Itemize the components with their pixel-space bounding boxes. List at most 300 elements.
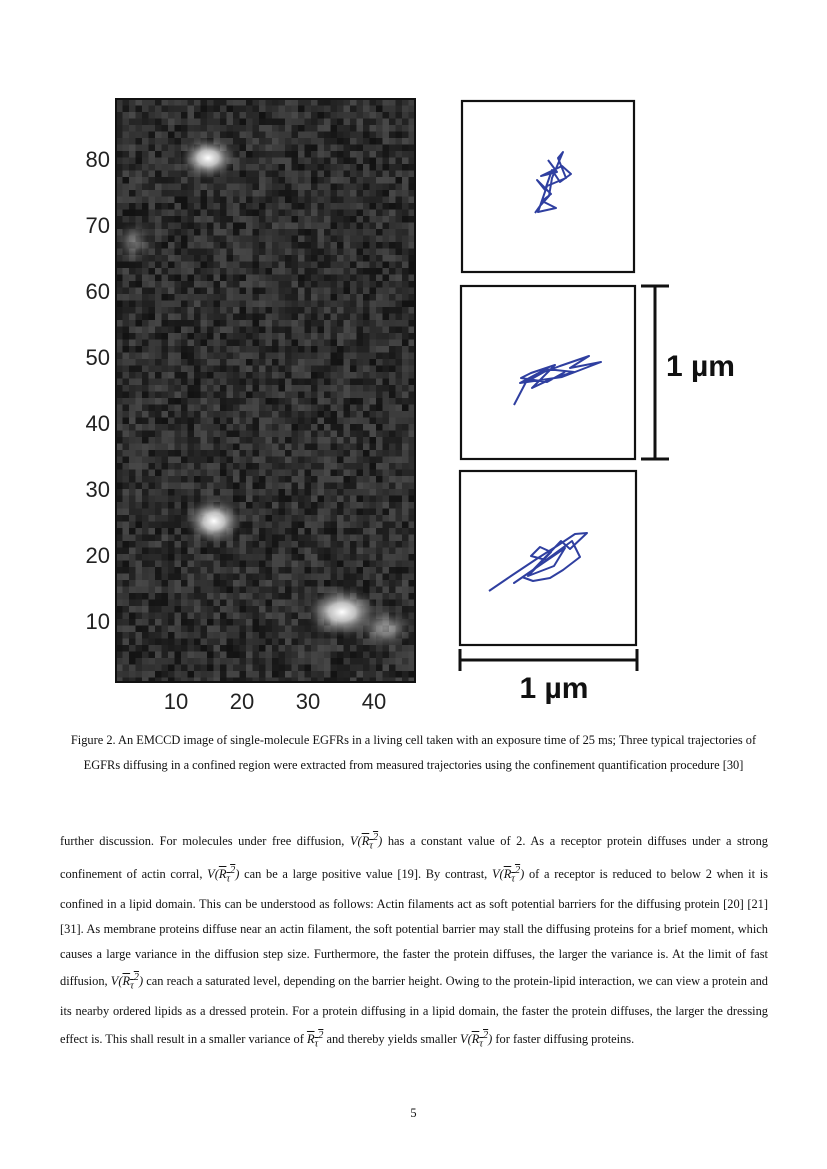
noise-pixel — [233, 171, 240, 178]
noise-pixel — [337, 203, 344, 210]
noise-pixel — [337, 515, 344, 522]
noise-pixel — [188, 301, 195, 308]
noise-pixel — [305, 275, 312, 282]
noise-pixel — [207, 418, 214, 425]
noise-pixel — [272, 457, 279, 464]
noise-pixel — [363, 567, 370, 574]
noise-pixel — [272, 632, 279, 639]
noise-pixel — [123, 528, 130, 535]
noise-pixel — [376, 509, 383, 516]
noise-pixel — [370, 307, 377, 314]
noise-pixel — [285, 353, 292, 360]
noise-pixel — [279, 145, 286, 152]
noise-pixel — [181, 177, 188, 184]
noise-pixel — [240, 346, 247, 353]
noise-pixel — [266, 405, 273, 412]
noise-pixel — [272, 561, 279, 568]
noise-pixel — [233, 632, 240, 639]
noise-pixel — [136, 184, 143, 191]
noise-pixel — [227, 645, 234, 652]
noise-pixel — [370, 444, 377, 451]
noise-pixel — [350, 223, 357, 230]
noise-pixel — [194, 411, 201, 418]
noise-pixel — [389, 158, 396, 165]
noise-pixel — [181, 314, 188, 321]
noise-pixel — [305, 366, 312, 373]
noise-pixel — [188, 249, 195, 256]
noise-pixel — [357, 392, 364, 399]
noise-pixel — [227, 548, 234, 555]
noise-pixel — [285, 632, 292, 639]
noise-pixel — [175, 177, 182, 184]
noise-pixel — [253, 554, 260, 561]
noise-pixel — [253, 502, 260, 509]
noise-pixel — [149, 671, 156, 678]
noise-pixel — [123, 444, 130, 451]
noise-pixel — [188, 437, 195, 444]
noise-pixel — [220, 125, 227, 132]
noise-pixel — [253, 626, 260, 633]
noise-pixel — [318, 645, 325, 652]
noise-pixel — [292, 268, 299, 275]
noise-pixel — [324, 249, 331, 256]
noise-pixel — [370, 346, 377, 353]
noise-pixel — [311, 535, 318, 542]
noise-pixel — [188, 242, 195, 249]
noise-pixel — [279, 138, 286, 145]
noise-pixel — [149, 483, 156, 490]
noise-pixel — [383, 314, 390, 321]
noise-pixel — [318, 236, 325, 243]
noise-pixel — [123, 561, 130, 568]
noise-pixel — [311, 177, 318, 184]
noise-pixel — [149, 652, 156, 659]
noise-pixel — [318, 125, 325, 132]
noise-pixel — [266, 515, 273, 522]
noise-pixel — [337, 580, 344, 587]
noise-pixel — [149, 327, 156, 334]
noise-pixel — [123, 132, 130, 139]
noise-pixel — [194, 652, 201, 659]
noise-pixel — [181, 437, 188, 444]
noise-pixel — [136, 463, 143, 470]
noise-pixel — [279, 541, 286, 548]
noise-pixel — [129, 353, 136, 360]
noise-pixel — [168, 639, 175, 646]
noise-pixel — [240, 457, 247, 464]
noise-pixel — [285, 171, 292, 178]
noise-pixel — [253, 262, 260, 269]
noise-pixel — [246, 632, 253, 639]
noise-pixel — [181, 353, 188, 360]
noise-pixel — [188, 340, 195, 347]
noise-pixel — [305, 502, 312, 509]
noise-pixel — [175, 190, 182, 197]
noise-pixel — [402, 489, 409, 496]
noise-pixel — [214, 424, 221, 431]
noise-pixel — [298, 450, 305, 457]
noise-pixel — [201, 275, 208, 282]
noise-pixel — [129, 190, 136, 197]
noise-pixel — [246, 645, 253, 652]
noise-pixel — [181, 203, 188, 210]
noise-pixel — [168, 145, 175, 152]
noise-pixel — [207, 483, 214, 490]
noise-pixel — [318, 268, 325, 275]
noise-pixel — [253, 619, 260, 626]
noise-pixel — [376, 528, 383, 535]
noise-pixel — [285, 197, 292, 204]
noise-pixel — [175, 145, 182, 152]
noise-pixel — [318, 197, 325, 204]
noise-pixel — [246, 418, 253, 425]
noise-pixel — [402, 184, 409, 191]
noise-pixel — [188, 372, 195, 379]
noise-pixel — [123, 593, 130, 600]
noise-pixel — [175, 262, 182, 269]
noise-pixel — [324, 496, 331, 503]
noise-pixel — [246, 158, 253, 165]
noise-pixel — [162, 392, 169, 399]
noise-pixel — [253, 359, 260, 366]
noise-pixel — [201, 320, 208, 327]
noise-pixel — [324, 106, 331, 113]
noise-pixel — [188, 463, 195, 470]
noise-pixel — [259, 613, 266, 620]
noise-pixel — [402, 307, 409, 314]
noise-pixel — [220, 652, 227, 659]
noise-pixel — [233, 119, 240, 126]
noise-pixel — [292, 281, 299, 288]
noise-pixel — [344, 548, 351, 555]
noise-pixel — [142, 600, 149, 607]
noise-pixel — [357, 268, 364, 275]
noise-pixel — [298, 411, 305, 418]
noise-pixel — [188, 619, 195, 626]
noise-pixel — [324, 385, 331, 392]
noise-pixel — [331, 671, 338, 678]
noise-pixel — [188, 112, 195, 119]
noise-pixel — [253, 600, 260, 607]
noise-pixel — [168, 535, 175, 542]
noise-pixel — [259, 359, 266, 366]
noise-pixel — [259, 658, 266, 665]
noise-pixel — [396, 190, 403, 197]
noise-pixel — [279, 288, 286, 295]
noise-pixel — [266, 327, 273, 334]
noise-pixel — [350, 366, 357, 373]
noise-pixel — [324, 424, 331, 431]
noise-pixel — [285, 210, 292, 217]
noise-pixel — [259, 632, 266, 639]
noise-pixel — [376, 431, 383, 438]
noise-pixel — [305, 567, 312, 574]
noise-pixel — [240, 535, 247, 542]
noise-pixel — [402, 203, 409, 210]
noise-pixel — [324, 398, 331, 405]
noise-pixel — [389, 444, 396, 451]
noise-pixel — [194, 197, 201, 204]
noise-pixel — [168, 567, 175, 574]
noise-pixel — [155, 392, 162, 399]
noise-pixel — [246, 216, 253, 223]
noise-pixel — [207, 353, 214, 360]
noise-pixel — [142, 639, 149, 646]
noise-pixel — [318, 132, 325, 139]
noise-pixel — [318, 262, 325, 269]
noise-pixel — [383, 229, 390, 236]
noise-pixel — [396, 574, 403, 581]
noise-pixel — [175, 372, 182, 379]
noise-pixel — [298, 171, 305, 178]
noise-pixel — [376, 671, 383, 678]
noise-pixel — [357, 496, 364, 503]
noise-pixel — [298, 145, 305, 152]
noise-pixel — [214, 353, 221, 360]
noise-pixel — [194, 359, 201, 366]
noise-pixel — [220, 424, 227, 431]
noise-pixel — [129, 379, 136, 386]
noise-pixel — [396, 652, 403, 659]
noise-pixel — [370, 320, 377, 327]
noise-pixel — [181, 424, 188, 431]
noise-pixel — [155, 242, 162, 249]
noise-pixel — [363, 489, 370, 496]
noise-pixel — [220, 236, 227, 243]
noise-pixel — [149, 528, 156, 535]
noise-pixel — [396, 132, 403, 139]
noise-pixel — [305, 314, 312, 321]
noise-pixel — [370, 249, 377, 256]
noise-pixel — [305, 184, 312, 191]
noise-pixel — [168, 119, 175, 126]
noise-pixel — [246, 535, 253, 542]
noise-pixel — [266, 236, 273, 243]
noise-pixel — [129, 320, 136, 327]
noise-pixel — [311, 541, 318, 548]
noise-pixel — [298, 515, 305, 522]
noise-pixel — [227, 418, 234, 425]
noise-pixel — [389, 171, 396, 178]
noise-pixel — [311, 476, 318, 483]
noise-pixel — [350, 210, 357, 217]
noise-pixel — [214, 203, 221, 210]
noise-pixel — [331, 515, 338, 522]
noise-pixel — [350, 496, 357, 503]
noise-pixel — [402, 548, 409, 555]
noise-pixel — [149, 509, 156, 516]
noise-pixel — [363, 106, 370, 113]
noise-pixel — [298, 587, 305, 594]
noise-pixel — [175, 340, 182, 347]
noise-pixel — [233, 320, 240, 327]
noise-pixel — [233, 229, 240, 236]
noise-pixel — [149, 294, 156, 301]
noise-pixel — [129, 301, 136, 308]
noise-pixel — [155, 457, 162, 464]
noise-pixel — [201, 554, 208, 561]
noise-pixel — [344, 353, 351, 360]
noise-pixel — [370, 385, 377, 392]
noise-pixel — [279, 613, 286, 620]
noise-pixel — [350, 411, 357, 418]
noise-pixel — [246, 307, 253, 314]
noise-pixel — [318, 294, 325, 301]
noise-pixel — [240, 561, 247, 568]
noise-pixel — [331, 158, 338, 165]
noise-pixel — [357, 515, 364, 522]
noise-pixel — [155, 294, 162, 301]
noise-pixel — [181, 236, 188, 243]
noise-pixel — [305, 106, 312, 113]
noise-pixel — [129, 151, 136, 158]
noise-pixel — [311, 333, 318, 340]
noise-pixel — [344, 652, 351, 659]
noise-pixel — [175, 619, 182, 626]
noise-pixel — [188, 567, 195, 574]
noise-pixel — [292, 457, 299, 464]
noise-pixel — [376, 197, 383, 204]
noise-pixel — [253, 132, 260, 139]
noise-pixel — [181, 431, 188, 438]
noise-pixel — [214, 301, 221, 308]
noise-pixel — [331, 541, 338, 548]
noise-pixel — [123, 145, 130, 152]
noise-pixel — [233, 593, 240, 600]
noise-pixel — [279, 639, 286, 646]
noise-pixel — [357, 528, 364, 535]
noise-pixel — [194, 242, 201, 249]
noise-pixel — [337, 405, 344, 412]
noise-pixel — [376, 554, 383, 561]
noise-pixel — [305, 424, 312, 431]
noise-pixel — [337, 528, 344, 535]
dim-spot — [355, 608, 415, 648]
noise-pixel — [175, 229, 182, 236]
noise-pixel — [162, 327, 169, 334]
noise-pixel — [201, 424, 208, 431]
noise-pixel — [149, 138, 156, 145]
noise-pixel — [285, 164, 292, 171]
noise-pixel — [220, 561, 227, 568]
noise-pixel — [389, 353, 396, 360]
noise-pixel — [214, 418, 221, 425]
noise-pixel — [298, 554, 305, 561]
noise-pixel — [311, 587, 318, 594]
noise-pixel — [233, 457, 240, 464]
noise-pixel — [357, 353, 364, 360]
noise-pixel — [136, 333, 143, 340]
noise-pixel — [279, 268, 286, 275]
noise-pixel — [389, 359, 396, 366]
noise-pixel — [253, 632, 260, 639]
noise-pixel — [357, 216, 364, 223]
noise-pixel — [233, 197, 240, 204]
noise-pixel — [363, 164, 370, 171]
noise-pixel — [181, 489, 188, 496]
noise-pixel — [357, 327, 364, 334]
noise-pixel — [149, 281, 156, 288]
noise-pixel — [311, 112, 318, 119]
noise-pixel — [259, 522, 266, 529]
noise-pixel — [214, 340, 221, 347]
noise-pixel — [363, 431, 370, 438]
noise-pixel — [142, 613, 149, 620]
noise-pixel — [376, 171, 383, 178]
noise-pixel — [292, 489, 299, 496]
noise-pixel — [363, 398, 370, 405]
noise-pixel — [155, 431, 162, 438]
noise-pixel — [383, 177, 390, 184]
noise-pixel — [188, 223, 195, 230]
noise-pixel — [142, 398, 149, 405]
noise-pixel — [175, 606, 182, 613]
noise-pixel — [298, 320, 305, 327]
noise-pixel — [155, 639, 162, 646]
noise-pixel — [337, 301, 344, 308]
noise-pixel — [266, 119, 273, 126]
noise-pixel — [396, 528, 403, 535]
noise-pixel — [142, 171, 149, 178]
noise-pixel — [298, 613, 305, 620]
noise-pixel — [396, 255, 403, 262]
noise-pixel — [123, 502, 130, 509]
noise-pixel — [318, 307, 325, 314]
noise-pixel — [292, 431, 299, 438]
noise-pixel — [370, 580, 377, 587]
noise-pixel — [337, 385, 344, 392]
noise-pixel — [188, 632, 195, 639]
noise-pixel — [285, 307, 292, 314]
noise-pixel — [149, 658, 156, 665]
noise-pixel — [136, 593, 143, 600]
noise-pixel — [194, 320, 201, 327]
noise-pixel — [259, 138, 266, 145]
noise-pixel — [305, 658, 312, 665]
noise-pixel — [318, 470, 325, 477]
noise-pixel — [149, 515, 156, 522]
noise-pixel — [168, 190, 175, 197]
noise-pixel — [155, 528, 162, 535]
noise-pixel — [389, 151, 396, 158]
noise-pixel — [246, 463, 253, 470]
noise-pixel — [201, 223, 208, 230]
noise-pixel — [253, 314, 260, 321]
noise-pixel — [363, 457, 370, 464]
noise-pixel — [259, 392, 266, 399]
noise-pixel — [279, 619, 286, 626]
noise-pixel — [181, 665, 188, 672]
noise-pixel — [214, 392, 221, 399]
noise-pixel — [240, 223, 247, 230]
noise-pixel — [155, 320, 162, 327]
noise-pixel — [318, 502, 325, 509]
noise-pixel — [305, 171, 312, 178]
noise-pixel — [168, 216, 175, 223]
noise-pixel — [350, 522, 357, 529]
noise-pixel — [162, 132, 169, 139]
noise-pixel — [318, 158, 325, 165]
noise-pixel — [298, 203, 305, 210]
noise-pixel — [331, 665, 338, 672]
noise-pixel — [357, 665, 364, 672]
noise-pixel — [168, 340, 175, 347]
noise-pixel — [207, 554, 214, 561]
noise-pixel — [402, 359, 409, 366]
noise-pixel — [285, 639, 292, 646]
noise-pixel — [292, 405, 299, 412]
noise-pixel — [136, 320, 143, 327]
